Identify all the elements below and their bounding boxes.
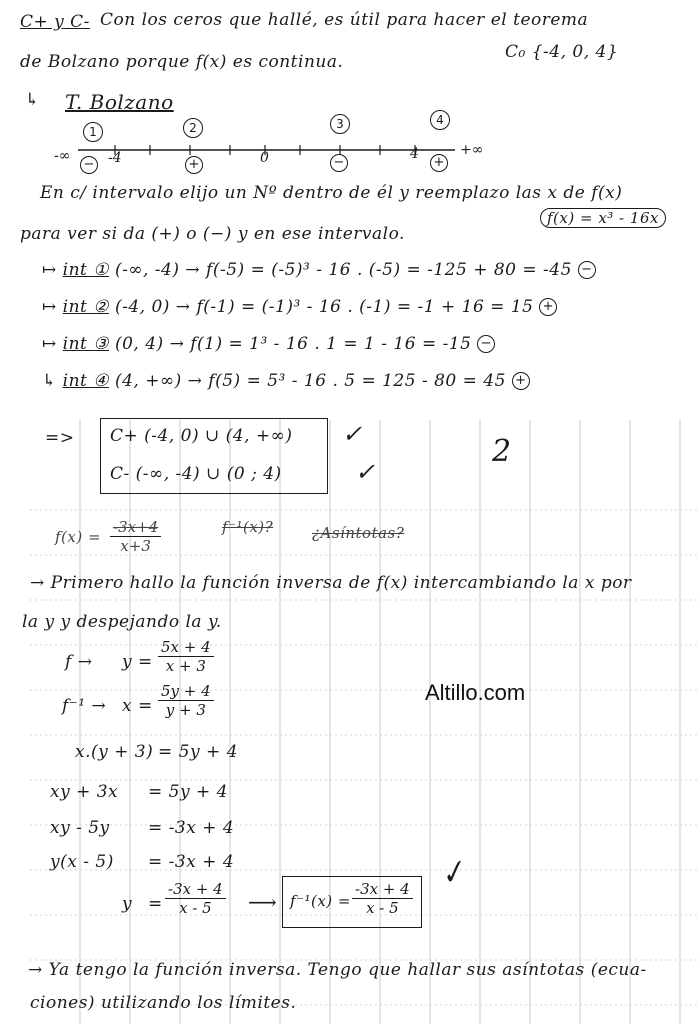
step-2-rhs: = 5y + 4 <box>148 782 228 802</box>
final-fraction <box>352 880 413 917</box>
arrow-icon: ↦ <box>42 334 57 354</box>
header-lead: C+ y C- <box>20 12 90 32</box>
final-label: f⁻¹(x) = <box>290 892 351 910</box>
struck-inverse: f⁻¹(x)? <box>222 518 274 536</box>
interval-sign: + <box>512 372 530 390</box>
checkmark-icon: ✓ <box>342 420 363 448</box>
tick-label-4: 4 <box>410 146 419 162</box>
bolzano-title: T. Bolzano <box>65 90 174 114</box>
interval-number-3: 3 <box>330 114 350 134</box>
result-arrow: => <box>45 428 75 448</box>
step-5-denominator: x - 5 <box>179 899 212 917</box>
interval-range: (-4, 0) <box>114 297 170 317</box>
closing-line-2: ciones) utilizando los límites. <box>30 993 297 1013</box>
finv-lhs: x = <box>122 696 153 716</box>
sign-interval-3: − <box>330 154 348 172</box>
header-line-2: de Bolzano porque f(x) es continua. <box>20 52 344 72</box>
interval-row-3 <box>42 334 495 355</box>
arrow-icon: → <box>28 960 43 980</box>
sign-interval-2: + <box>185 156 203 174</box>
interval-number-2: 2 <box>183 118 203 138</box>
header-line-1: Con los ceros que hallé, es útil para hacer el teorema <box>100 10 589 30</box>
step-3-lhs: xy - 5y <box>50 818 110 838</box>
closing-line-1 <box>28 960 647 980</box>
step-4-rhs: = -3x + 4 <box>148 852 235 872</box>
final-denominator: x - 5 <box>366 899 399 917</box>
negative-set: C- (-∞, -4) ∪ (0 ; 4) <box>110 464 282 484</box>
interval-label: int ① <box>62 260 110 280</box>
margin-mark: 2 <box>492 434 512 469</box>
finv-fraction <box>158 682 214 719</box>
struck-denominator: x+3 <box>120 537 151 555</box>
interval-eval: f(-1) = (-1)³ - 16 . (-1) = -1 + 16 = 15 <box>196 297 534 317</box>
watermark-text: Altillo.com <box>425 680 526 705</box>
step-4-lhs: y(x - 5) <box>50 852 114 872</box>
f-fraction <box>158 638 214 675</box>
inverse-intro-line-2: la y y despejando la y. <box>22 612 222 632</box>
inverse-intro-line-1 <box>30 573 632 593</box>
positive-set: C+ (-4, 0) ∪ (4, +∞) <box>110 426 293 446</box>
arrow-icon: ↳ <box>42 371 57 391</box>
interval-row-1 <box>42 260 596 281</box>
sign-interval-1: − <box>80 156 98 174</box>
f-label: f → <box>65 652 93 672</box>
step-2-lhs: xy + 3x <box>50 782 119 802</box>
interval-sign: − <box>477 335 495 353</box>
interval-number-1: 1 <box>83 122 103 142</box>
sign-number-line <box>0 0 700 200</box>
finv-label: f⁻¹ → <box>62 696 107 716</box>
struck-question: ¿Asíntotas? <box>312 524 405 542</box>
arrow-icon: → <box>187 371 203 391</box>
interval-range: (-∞, -4) <box>114 260 180 280</box>
checkmark-icon: ✓ <box>355 458 376 486</box>
interval-row-4 <box>42 371 530 392</box>
explanation-line-2: para ver si da (+) o (−) y en ese intervalo. <box>20 224 405 244</box>
closing-text-1: Ya tengo la función inversa. Tengo que hallar sus asíntotas (ecua- <box>48 960 647 980</box>
interval-sign: + <box>539 298 557 316</box>
step-5-lhs: y <box>122 894 133 914</box>
finv-denominator: y + 3 <box>165 701 206 719</box>
step-5-numerator: -3x + 4 <box>165 880 226 899</box>
step-5-fraction <box>165 880 226 917</box>
sign-interval-4: + <box>430 154 448 172</box>
arrow-icon: ↦ <box>42 297 57 317</box>
interval-number-4: 4 <box>430 110 450 130</box>
inverse-intro-text-1: Primero hallo la función inversa de f(x) intercambiando la x por <box>50 573 632 593</box>
tick-label-neg4: -4 <box>108 150 122 166</box>
f-lhs: y = <box>122 652 153 672</box>
explanation-line-1: En c/ intervalo elijo un Nº dentro de él y reemplazo las x de f(x) <box>40 183 623 203</box>
arrow-icon: → <box>175 297 191 317</box>
struck-numerator: -3x+4 <box>110 518 161 537</box>
tick-label-0: 0 <box>260 150 269 166</box>
f-denominator: x + 3 <box>165 657 206 675</box>
arrow-icon: → <box>169 334 185 354</box>
checkmark-icon: ✓ <box>434 852 471 895</box>
interval-row-2 <box>42 297 557 318</box>
interval-range: (4, +∞) <box>114 371 182 391</box>
zeros-set: C₀ {-4, 0, 4} <box>505 42 619 62</box>
struck-f-label: f(x) = <box>55 528 102 546</box>
interval-label: int ② <box>62 297 110 317</box>
step-3-rhs: = -3x + 4 <box>148 818 235 838</box>
pos-infinity-label: +∞ <box>460 142 484 158</box>
arrow-icon: ↦ <box>42 260 57 280</box>
interval-eval: f(5) = 5³ - 16 . 5 = 125 - 80 = 45 <box>208 371 506 391</box>
interval-sign: − <box>578 261 596 279</box>
interval-eval: f(-5) = (-5)³ - 16 . (-5) = -125 + 80 = -45 <box>206 260 572 280</box>
function-definition: f(x) = x³ - 16x <box>540 208 666 228</box>
finv-numerator: 5y + 4 <box>158 682 214 701</box>
arrow-icon: → <box>30 573 45 593</box>
step-1-rhs: = 5y + 4 <box>158 742 238 762</box>
arrow-icon: ↳ <box>25 90 40 110</box>
struck-fraction <box>110 518 161 555</box>
interval-range: (0, 4) <box>114 334 164 354</box>
arrow-icon: → <box>185 260 201 280</box>
f-numerator: 5x + 4 <box>158 638 214 657</box>
interval-label: int ③ <box>62 334 110 354</box>
interval-eval: f(1) = 1³ - 16 . 1 = 1 - 16 = -15 <box>190 334 472 354</box>
step-5-eq: = <box>148 894 163 914</box>
arrow-icon: ⟶ <box>248 890 278 914</box>
neg-infinity-label: -∞ <box>54 148 71 164</box>
interval-label: int ④ <box>62 371 110 391</box>
final-numerator: -3x + 4 <box>352 880 413 899</box>
step-1-lhs: x.(y + 3) <box>75 742 154 762</box>
